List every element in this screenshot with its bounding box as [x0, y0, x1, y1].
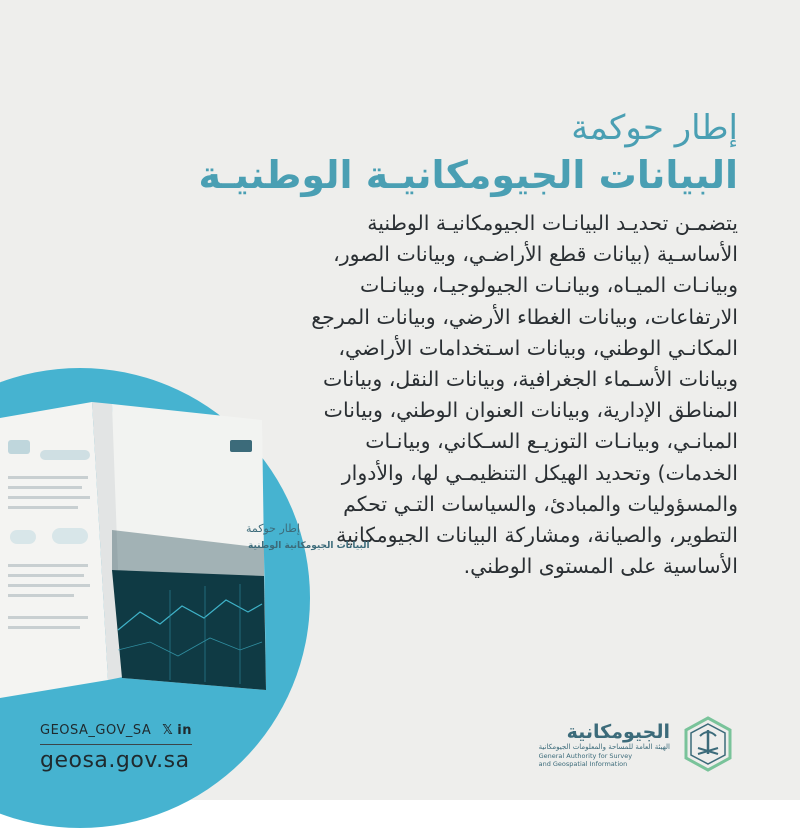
book-illustration — [0, 380, 370, 710]
logo-sub-arabic: الهيئة العامة للمساحة والمعلومات الجيومكانية — [538, 742, 670, 751]
logo-brand: الجيومكانية — [566, 720, 670, 743]
open-pages — [0, 402, 128, 698]
social-handle — [40, 723, 192, 738]
logo-text — [539, 721, 670, 768]
body-line: الخدمات) وتحديد الهيكل التنظيمـي لها، والأدوار — [341, 460, 738, 485]
body-line: والمسؤوليات والمبادئ، والسياسات التـي تحكم — [343, 491, 738, 516]
book-cover-title-1: إطار حوكمة — [246, 522, 300, 535]
website-url[interactable]: geosa.gov.sa — [40, 748, 190, 773]
body-line: المكانـي الوطني، وبيانات اسـتخدامات الأراضي، — [338, 335, 738, 360]
social-icons — [162, 723, 192, 738]
body-line: المبانـي، وبيانـات التوزيـع السـكاني، وبيانـات — [365, 429, 738, 454]
body-line: وبيانات الأسـماء الجغرافية، وبيانات النقل، وبيانات — [322, 367, 738, 392]
logo-emblem-icon — [678, 714, 738, 774]
body-line: الارتفاعات، وبيانات الغطاء الأرضي، وبيانات المرجع — [311, 304, 738, 329]
body-line: وبيانـات الميـاه، وبيانـات الجيولوجيـا، وبيانـات — [359, 273, 738, 298]
body-line: الأساسية على المستوى الوطني. — [463, 554, 738, 579]
body-line: يتضمـن تحديـد البيانـات الجيومكانيـة الوطنية — [367, 211, 738, 235]
body-line: الأساسـية (بيانات قطع الأراضـي، وبيانات الصور، — [333, 242, 738, 267]
footer-divider — [40, 744, 192, 745]
logo-sub-english-2: and Geospatial Information — [538, 759, 628, 768]
x-icon[interactable]: 𝕏 — [162, 723, 174, 738]
linkedin-icon[interactable]: in — [177, 723, 192, 738]
handle-text: GEOSA_GOV_SA — [40, 723, 152, 738]
headline-line2: البيانات الجيومكانيـة الوطنيـة — [198, 153, 738, 197]
body-line: التطوير، والصيانة، ومشاركة البيانات الجيومكانية — [336, 523, 738, 548]
geosa-logo — [539, 714, 738, 774]
headline-line1: إطار حوكمة — [571, 108, 738, 148]
body-line: المناطق الإدارية، وبيانات العنوان الوطني، وبيانات — [323, 398, 738, 423]
book-cover-title-2: البيانات الجيومكانية الوطنية — [248, 541, 370, 551]
logo-sub-english-1: General Authority for Survey — [538, 751, 633, 760]
headline — [199, 106, 738, 200]
